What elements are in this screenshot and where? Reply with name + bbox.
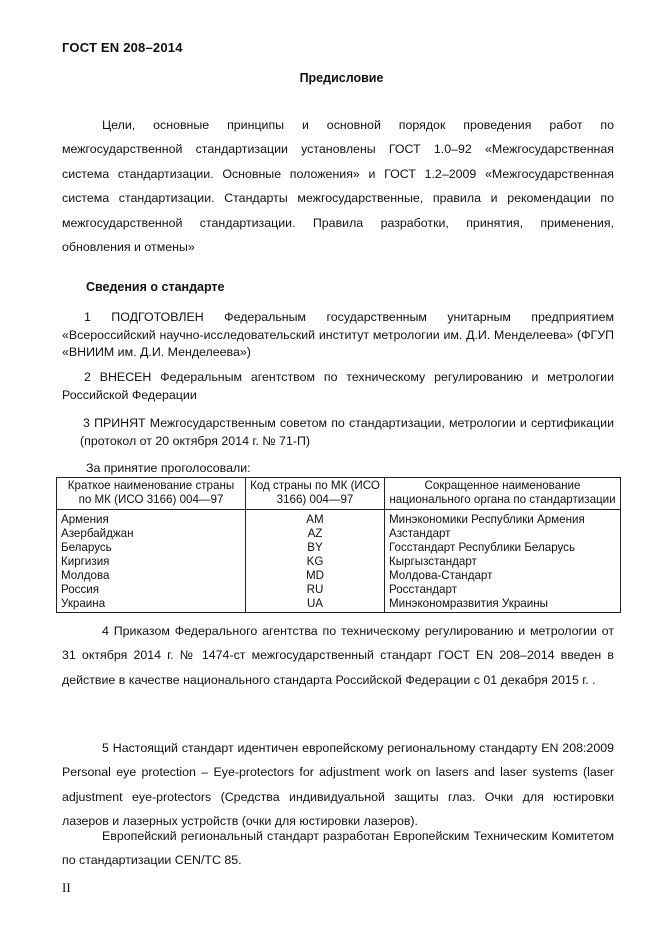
cell-code: MD bbox=[246, 569, 385, 583]
table-row bbox=[57, 555, 621, 569]
cell-code: AZ bbox=[246, 527, 385, 541]
column-header-code: Код страны по МК (ИСО 3166) 004—97 bbox=[246, 478, 385, 510]
info-item-adopted: 3 ПРИНЯТ Межгосударственным советом по стандартизации, метрологии и сертификации (протокол от 20 октября 2014 г. № 71-П) bbox=[80, 416, 614, 448]
cell-body: Минэкономики Республики Армения bbox=[385, 510, 621, 528]
cell-code: RU bbox=[246, 583, 385, 597]
table-row bbox=[57, 583, 621, 597]
cell-country: Киргизия bbox=[57, 555, 246, 569]
column-header-body: Сокращенное наименование национального органа по стандартизации bbox=[385, 478, 621, 510]
info-item-committee: Европейский региональный стандарт разработан Европейским Техническим Комитетом по стандартизации CEN/TC 85. bbox=[62, 829, 614, 868]
table-row bbox=[57, 510, 621, 528]
preface-title: Предисловие bbox=[299, 71, 384, 85]
cell-code: UA bbox=[246, 597, 385, 613]
table-header-row bbox=[57, 478, 621, 510]
table-row bbox=[57, 569, 621, 583]
table-row bbox=[57, 541, 621, 555]
info-item-prepared: 1 ПОДГОТОВЛЕН Федеральным государственным унитарным предприятием «Всероссийский научно-исследовательский институт метрологии им. Д.И. Менделеева» (ФГУП «ВНИИМ им. Д.И. Менделеева») bbox=[62, 310, 614, 359]
cell-country: Молдова bbox=[57, 569, 246, 583]
standard-info-title: Сведения о стандарте bbox=[86, 280, 225, 294]
cell-code: KG bbox=[246, 555, 385, 569]
info-item-submitted: 2 ВНЕСЕН Федеральным агентством по техническому регулированию и метрологии Российской Федерации bbox=[62, 370, 614, 402]
cell-country: Украина bbox=[57, 597, 246, 613]
document-code: ГОСТ EN 208–2014 bbox=[62, 40, 183, 55]
cell-code: AM bbox=[246, 510, 385, 528]
cell-body: Минэкономразвития Украины bbox=[385, 597, 621, 613]
table-row bbox=[57, 597, 621, 613]
info-item-identical: 5 Настоящий стандарт идентичен европейскому региональному стандарту EN 208:2009 Personal eye protection – Eye-protectors for adjustment work on lasers and laser systems (laser adjustment eye-protectors (Средства индивидуальной защиты глаз. Очки для юстировки лазеров и лазерных устройств (очки для юстировки лазеров). bbox=[62, 741, 614, 829]
cell-code: BY bbox=[246, 541, 385, 555]
cell-body: Азстандарт bbox=[385, 527, 621, 541]
cell-body: Госстандарт Республики Беларусь bbox=[385, 541, 621, 555]
column-header-country: Краткое наименование страны по МК (ИСО 3166) 004—97 bbox=[57, 478, 246, 510]
preface-intro-paragraph: Цели, основные принципы и основной порядок проведения работ по межгосударственной стандартизации установлены ГОСТ 1.0–92 «Межгосударственная система стандартизации. Основные положения» и ГОСТ 1.2–2009 «Межгосударственная система стандартизации. Стандарты межгосударственные, правила и рекомендации по межгосударственной стандартизации. Правила разработки, принятия, применения, обновления и отмены» bbox=[62, 118, 614, 255]
cell-body: Молдова-Стандарт bbox=[385, 569, 621, 583]
cell-country: Беларусь bbox=[57, 541, 246, 555]
table-row bbox=[57, 527, 621, 541]
cell-country: Армения bbox=[57, 510, 246, 528]
voting-countries-table bbox=[56, 477, 621, 613]
info-item-order: 4 Приказом Федерального агентства по техническому регулированию и метрологии от 31 октября 2014 г. № 1474-ст межгосударственный стандарт ГОСТ EN 208–2014 введен в действие в качестве национального стандарта Российской Федерации с 01 декабря 2015 г. . bbox=[62, 624, 614, 687]
cell-body: Кыргызстандарт bbox=[385, 555, 621, 569]
page-number: II bbox=[62, 880, 71, 895]
cell-country: Азербайджан bbox=[57, 527, 246, 541]
cell-country: Россия bbox=[57, 583, 246, 597]
vote-caption: За принятие проголосовали: bbox=[86, 461, 251, 475]
cell-body: Росстандарт bbox=[385, 583, 621, 597]
